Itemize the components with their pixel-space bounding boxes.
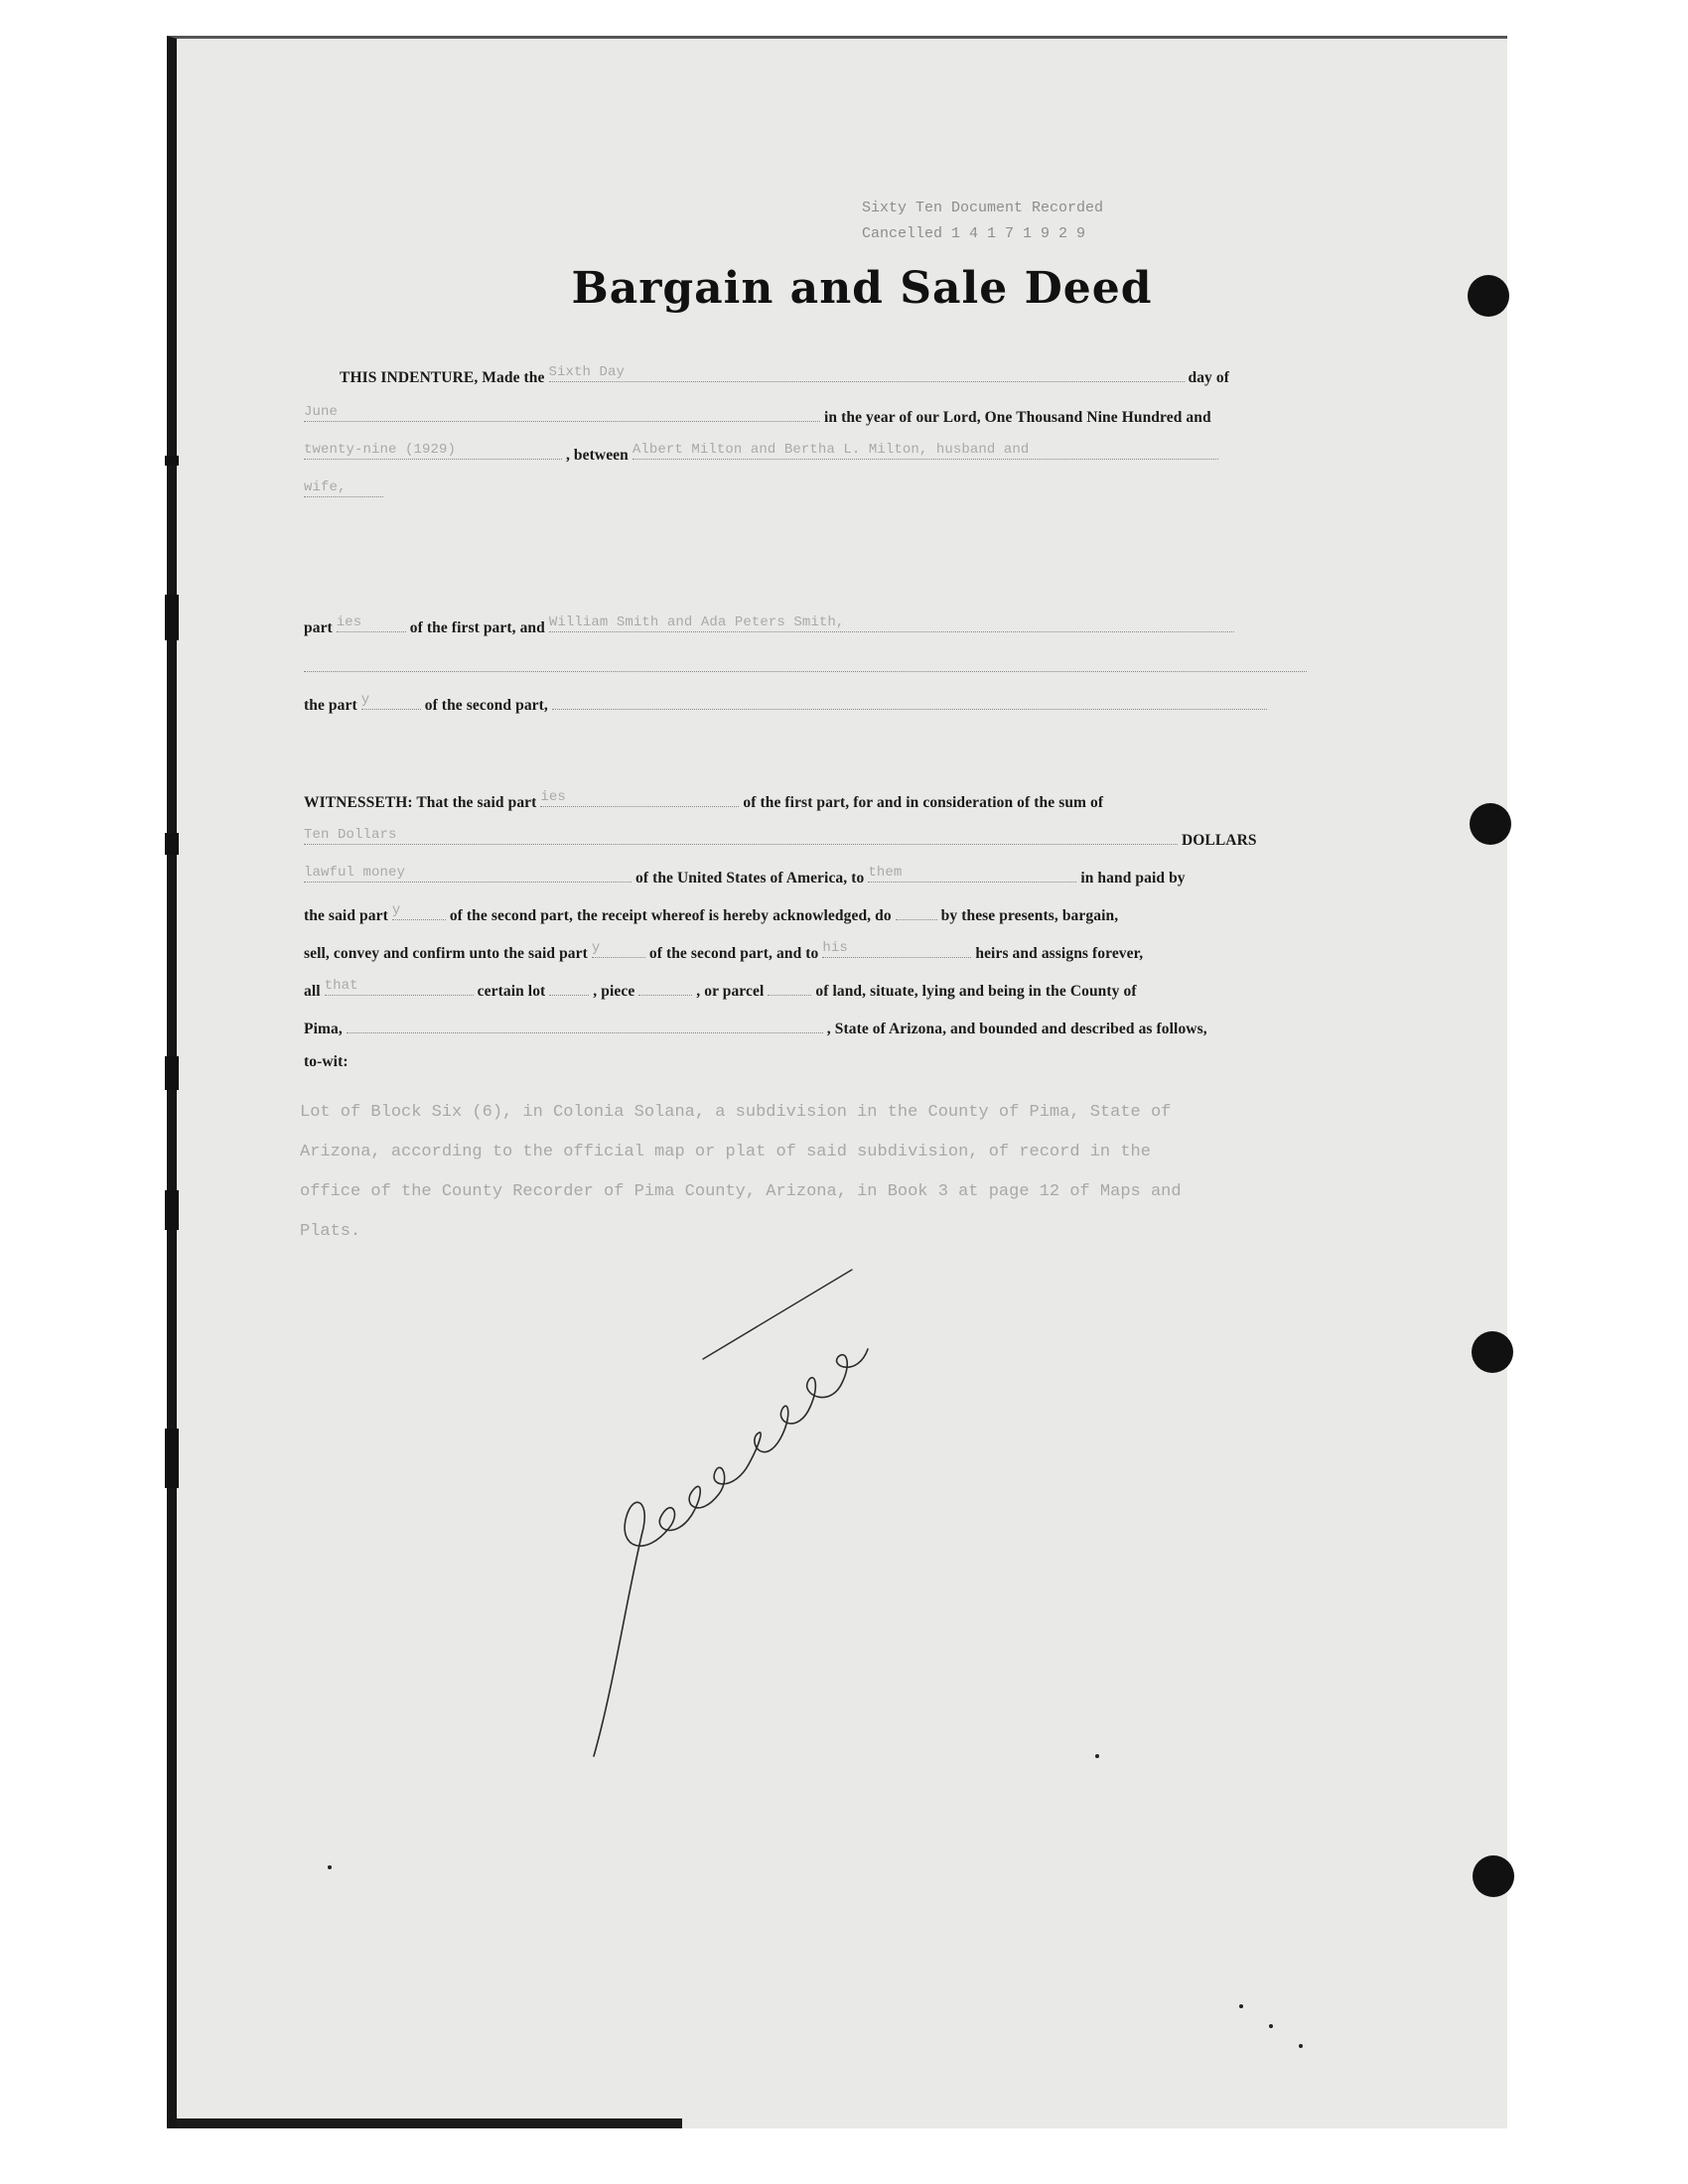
grantor-field: Albert Milton and Bertha L. Milton, husband and bbox=[633, 442, 1218, 460]
receipt-label: of the second part, the receipt whereof is hereby acknowledged, bbox=[449, 907, 872, 924]
do-suffix-field bbox=[896, 902, 937, 920]
all-label: all bbox=[304, 983, 321, 1000]
county-field bbox=[347, 1016, 823, 1033]
part-suffix-field: ies bbox=[337, 614, 406, 632]
convey-label: sell, convey and confirm unto the said part bbox=[304, 945, 588, 962]
year-field: twenty-nine (1929) bbox=[304, 442, 562, 460]
convey-part-suffix-field: y bbox=[592, 940, 645, 958]
month-field: June bbox=[304, 404, 820, 422]
do-label: do bbox=[875, 907, 892, 924]
recording-stamp bbox=[862, 196, 1103, 247]
deed-page bbox=[167, 36, 1507, 2128]
the-part-label: the part bbox=[304, 697, 357, 714]
grantee-field: William Smith and Ada Peters Smith, bbox=[549, 614, 1234, 632]
second-part-field bbox=[552, 692, 1267, 710]
between-label: , between bbox=[565, 447, 629, 464]
heirs-label: heirs and assigns forever, bbox=[975, 945, 1144, 962]
binder-hole-icon bbox=[1473, 1855, 1514, 1897]
stamp-line-2: Cancelled 1 4 1 7 1 9 2 9 bbox=[862, 225, 1086, 242]
grantee-continued-line bbox=[304, 654, 1307, 677]
stamp-line-1: Sixty Ten Document Recorded bbox=[862, 200, 1104, 216]
receipt-line bbox=[304, 902, 1307, 925]
heirs-of-field: his bbox=[822, 940, 971, 958]
between-line bbox=[304, 442, 1307, 465]
second-part-line bbox=[304, 692, 1307, 715]
united-states-label: of the United States of America, to bbox=[634, 870, 865, 887]
grantor-continued-field: wife, bbox=[304, 479, 383, 497]
binder-hole-icon bbox=[1470, 803, 1511, 845]
part-label: part bbox=[304, 619, 333, 636]
scan-speck bbox=[1269, 2024, 1273, 2028]
first-part-line bbox=[304, 614, 1307, 637]
state-label: , State of Arizona, and bounded and described as follows, bbox=[826, 1021, 1207, 1037]
convey-second-part-label: of the second part, and to bbox=[648, 945, 819, 962]
lot-suffix-field bbox=[549, 978, 589, 996]
paid-to-field: them bbox=[868, 865, 1076, 883]
witnesseth-part-field: ies bbox=[540, 789, 739, 807]
parcel-label: , or parcel bbox=[696, 983, 765, 1000]
consideration-label: of the first part, for and in consideration of the sum of bbox=[743, 794, 1104, 811]
county-line bbox=[304, 1016, 1307, 1038]
day-of-label: day of bbox=[1188, 369, 1229, 386]
edge-scan-mark bbox=[165, 1429, 179, 1488]
said-part-label: the said part bbox=[304, 907, 388, 924]
piece-suffix-field bbox=[638, 978, 692, 996]
certain-lot-label: certain lot bbox=[477, 983, 546, 1000]
grantee-continued-field bbox=[304, 654, 1307, 672]
convey-line bbox=[304, 940, 1307, 963]
said-part-suffix-field: y bbox=[392, 902, 446, 920]
year-line bbox=[304, 404, 1307, 427]
bargain-label: by these presents, bargain, bbox=[940, 907, 1119, 924]
restrictions-signature bbox=[554, 1260, 882, 1776]
sum-line bbox=[304, 827, 1307, 850]
second-part-suffix-field: y bbox=[361, 692, 421, 710]
edge-scan-mark bbox=[165, 1056, 179, 1090]
indenture-line bbox=[304, 364, 1307, 387]
edge-scan-mark bbox=[165, 833, 179, 855]
legal-description: Lot of Block Six (6), in Colonia Solana, a subdivision in the County of Pima, State of Arizona, according to the official map or plat of said subdivision, of record in the office of the County Recorder of Pima County, Arizona, in Book 3 at page 12 of Maps and Plats. bbox=[300, 1103, 1182, 1241]
witnesseth-label: WITNESSETH: That the said part bbox=[304, 794, 537, 811]
indenture-lead: THIS INDENTURE, Made the bbox=[340, 369, 545, 386]
first-part-label: of the first part, and bbox=[409, 619, 545, 636]
parcel-suffix-field bbox=[768, 978, 811, 996]
document-title: Bargain and Sale Deed bbox=[571, 263, 1153, 314]
grantor-continued-line bbox=[304, 479, 1307, 502]
situate-label: of land, situate, lying and being in the County of bbox=[815, 983, 1137, 1000]
sum-field: Ten Dollars bbox=[304, 827, 1178, 845]
in-hand-paid-label: in hand paid by bbox=[1080, 870, 1186, 887]
day-field: Sixth Day bbox=[549, 364, 1185, 382]
scan-speck bbox=[1299, 2044, 1303, 2048]
piece-label: , piece bbox=[593, 983, 635, 1000]
to-wit-line bbox=[304, 1053, 1307, 1071]
binder-hole-icon bbox=[1472, 1331, 1513, 1373]
money-line bbox=[304, 865, 1307, 887]
scan-speck bbox=[1239, 2004, 1243, 2008]
county-name: Pima, bbox=[304, 1021, 343, 1037]
edge-scan-mark bbox=[165, 1190, 179, 1230]
that-field: that bbox=[325, 978, 474, 996]
parcel-line bbox=[304, 978, 1307, 1001]
witnesseth-line bbox=[304, 789, 1307, 812]
to-wit-label: to-wit: bbox=[304, 1053, 349, 1070]
dollars-label: DOLLARS bbox=[1181, 832, 1257, 849]
edge-scan-mark bbox=[165, 595, 179, 640]
scan-speck bbox=[1095, 1754, 1099, 1758]
money-field: lawful money bbox=[304, 865, 632, 883]
edge-scan-mark bbox=[165, 456, 179, 466]
second-part-label: of the second part, bbox=[424, 697, 548, 714]
year-label: in the year of our Lord, One Thousand Nine Hundred and bbox=[823, 409, 1211, 426]
scan-speck bbox=[328, 1865, 332, 1869]
